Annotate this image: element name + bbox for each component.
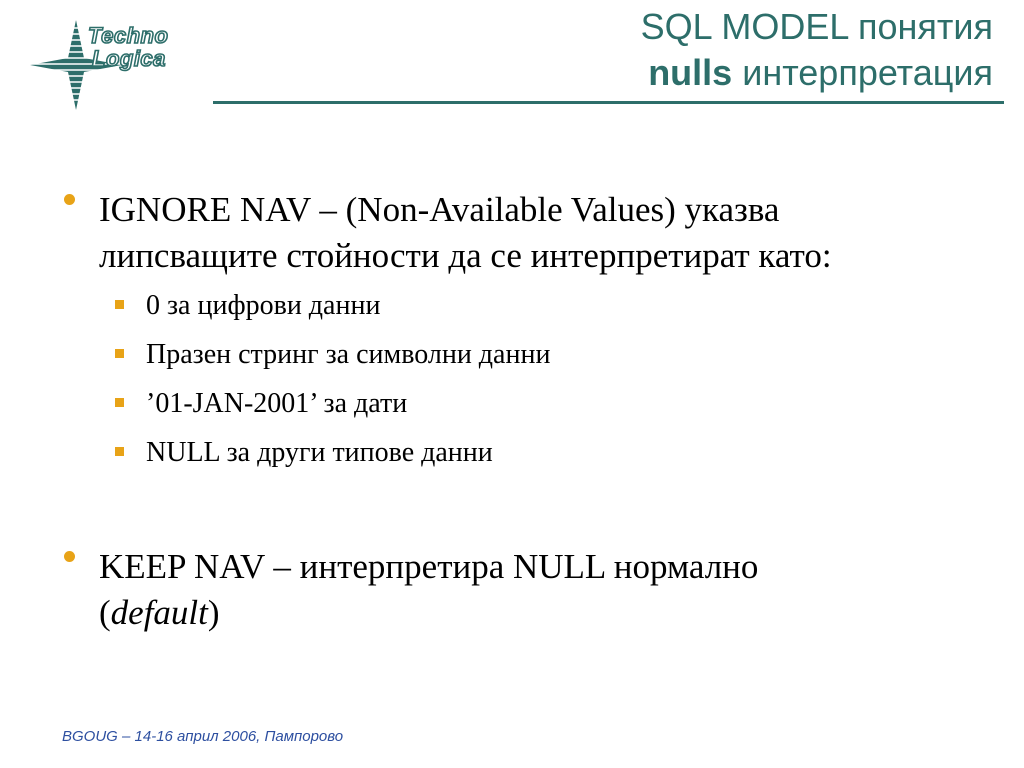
sub-bullet-2: Празен стринг за символни данни: [146, 339, 551, 370]
bullet-2-line-2: [99, 590, 959, 636]
title-line-2-rest: интерпретация: [732, 52, 993, 93]
bullet-dot-2: [64, 551, 75, 562]
title-line-1: SQL MODEL понятия: [640, 6, 993, 47]
bullet-dot-1: [64, 194, 75, 205]
sub-bullet-1: 0 за цифрови данни: [146, 290, 381, 321]
sub-bullet-square-2: [115, 349, 124, 358]
paren-close: ): [207, 593, 220, 632]
bullet-1-line-1: IGNORE NAV – (Non-Available Values) указва: [99, 190, 780, 229]
bullet-2: [99, 544, 959, 636]
default-term: default: [110, 593, 208, 632]
sub-bullet-square-1: [115, 300, 124, 309]
bullet-2-line-1: KEEP NAV – интерпретира NULL нормално: [99, 547, 759, 586]
sub-bullet-square-3: [115, 398, 124, 407]
logo-word-logica: Logica: [92, 46, 166, 71]
bullet-1: [99, 187, 959, 279]
logo-word-techno: Techno: [88, 23, 169, 48]
paren-open: (: [99, 593, 111, 632]
sub-bullet-square-4: [115, 447, 124, 456]
bullet-1-line-2: липсващите стойности да се интерпретират като:: [99, 236, 832, 275]
sub-bullet-3: ’01-JAN-2001’ за дати: [146, 388, 408, 419]
footer-text: BGOUG – 14-16 април 2006, Пампорово: [62, 728, 344, 745]
title-bold-word: nulls: [648, 52, 733, 93]
sub-bullet-4: NULL за други типове данни: [146, 437, 493, 468]
